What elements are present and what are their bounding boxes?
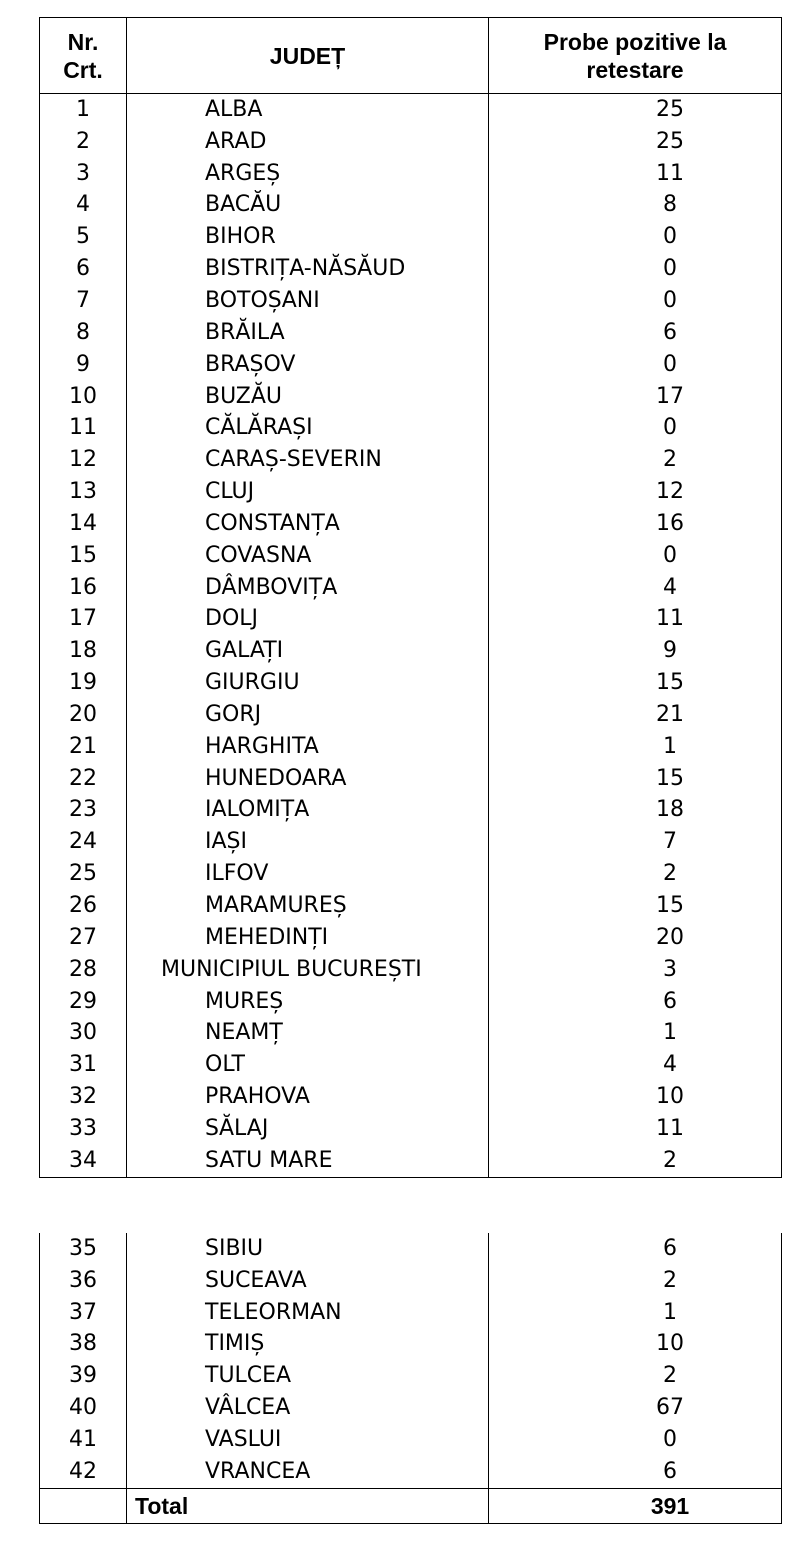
table-row: [40, 1392, 782, 1424]
table-row: [40, 1456, 782, 1488]
row-number: 18: [40, 635, 127, 667]
row-number: 7: [40, 285, 127, 317]
results-table-part-2: [39, 1233, 782, 1524]
table-row: [40, 858, 782, 890]
row-number: 40: [40, 1392, 127, 1424]
row-number: 30: [40, 1017, 127, 1049]
row-number: 29: [40, 986, 127, 1018]
table-row: [40, 890, 782, 922]
table-row: [40, 635, 782, 667]
table-row: [40, 1049, 782, 1081]
positive-retests-value: 17: [489, 381, 782, 413]
table-row: [40, 317, 782, 349]
table-row: [40, 826, 782, 858]
row-number: 35: [40, 1233, 127, 1265]
table-row: [40, 1297, 782, 1329]
county-name: DÂMBOVIȚA: [127, 572, 489, 604]
positive-retests-value: 2: [489, 1360, 782, 1392]
table-row: [40, 763, 782, 795]
header-judet: JUDEȚ: [127, 18, 489, 94]
table-row: [40, 1265, 782, 1297]
county-name: BUZĂU: [127, 381, 489, 413]
positive-retests-value: 4: [489, 1049, 782, 1081]
county-name: BOTOȘANI: [127, 285, 489, 317]
table-row: [40, 158, 782, 190]
table-row: [40, 285, 782, 317]
row-number: 25: [40, 858, 127, 890]
row-number: 36: [40, 1265, 127, 1297]
row-number: 19: [40, 667, 127, 699]
county-name: SĂLAJ: [127, 1113, 489, 1145]
county-name: VRANCEA: [127, 1456, 489, 1488]
county-name: COVASNA: [127, 540, 489, 572]
positive-retests-value: 6: [489, 1233, 782, 1265]
county-name: VÂLCEA: [127, 1392, 489, 1424]
positive-retests-value: 2: [489, 1145, 782, 1177]
table-row: [40, 126, 782, 158]
county-name: IAȘI: [127, 826, 489, 858]
table-row: [40, 253, 782, 285]
row-number: 28: [40, 954, 127, 986]
positive-retests-value: 0: [489, 1424, 782, 1456]
positive-retests-value: 0: [489, 349, 782, 381]
positive-retests-value: 0: [489, 412, 782, 444]
positive-retests-value: 21: [489, 699, 782, 731]
table-row: [40, 954, 782, 986]
positive-retests-value: 2: [489, 444, 782, 476]
table-row: [40, 476, 782, 508]
positive-retests-value: 6: [489, 986, 782, 1018]
county-name: PRAHOVA: [127, 1081, 489, 1113]
positive-retests-value: 20: [489, 922, 782, 954]
positive-retests-value: 16: [489, 508, 782, 540]
row-number: 31: [40, 1049, 127, 1081]
positive-retests-value: 6: [489, 1456, 782, 1488]
positive-retests-value: 15: [489, 667, 782, 699]
county-name: ALBA: [127, 94, 489, 126]
table-row: [40, 94, 782, 126]
row-number: 17: [40, 604, 127, 636]
county-name: TULCEA: [127, 1360, 489, 1392]
county-name: TIMIȘ: [127, 1329, 489, 1361]
row-number: 16: [40, 572, 127, 604]
positive-retests-value: 9: [489, 635, 782, 667]
header-probe-pozitive: Probe pozitive la retestare: [489, 18, 782, 94]
table-row: [40, 381, 782, 413]
county-name: HARGHITA: [127, 731, 489, 763]
row-number: 33: [40, 1113, 127, 1145]
table-row: [40, 1145, 782, 1177]
positive-retests-value: 15: [489, 763, 782, 795]
row-number: 3: [40, 158, 127, 190]
county-name: SATU MARE: [127, 1145, 489, 1177]
row-number: 22: [40, 763, 127, 795]
county-name: BACĂU: [127, 190, 489, 222]
table-row: [40, 349, 782, 381]
row-number: 38: [40, 1329, 127, 1361]
total-value: 391: [489, 1488, 782, 1523]
county-name: CĂLĂRAȘI: [127, 412, 489, 444]
positive-retests-value: 12: [489, 476, 782, 508]
row-number: 15: [40, 540, 127, 572]
positive-retests-value: 10: [489, 1081, 782, 1113]
county-name: CARAȘ-SEVERIN: [127, 444, 489, 476]
positive-retests-value: 0: [489, 221, 782, 253]
table-row: [40, 922, 782, 954]
positive-retests-value: 4: [489, 572, 782, 604]
row-number: 4: [40, 190, 127, 222]
positive-retests-value: 18: [489, 795, 782, 827]
county-name: BRAȘOV: [127, 349, 489, 381]
row-number: 9: [40, 349, 127, 381]
table-row: [40, 1329, 782, 1361]
table-row: [40, 986, 782, 1018]
table-row: [40, 572, 782, 604]
county-name: TELEORMAN: [127, 1297, 489, 1329]
row-number: 21: [40, 731, 127, 763]
positive-retests-value: 11: [489, 158, 782, 190]
county-name: ARGEȘ: [127, 158, 489, 190]
table-row: [40, 1113, 782, 1145]
positive-retests-value: 67: [489, 1392, 782, 1424]
positive-retests-value: 25: [489, 94, 782, 126]
row-number: 13: [40, 476, 127, 508]
row-number: 24: [40, 826, 127, 858]
county-name: MARAMUREȘ: [127, 890, 489, 922]
county-name: ILFOV: [127, 858, 489, 890]
total-row: [40, 1488, 782, 1523]
table-row: [40, 731, 782, 763]
row-number: 6: [40, 253, 127, 285]
table-row: [40, 667, 782, 699]
header-row: [40, 18, 782, 94]
positive-retests-value: 11: [489, 1113, 782, 1145]
county-name: BRĂILA: [127, 317, 489, 349]
county-name: IALOMIȚA: [127, 795, 489, 827]
county-name: BISTRIȚA-NĂSĂUD: [127, 253, 489, 285]
table-row: [40, 412, 782, 444]
row-number: 41: [40, 1424, 127, 1456]
county-name: ARAD: [127, 126, 489, 158]
county-name: GIURGIU: [127, 667, 489, 699]
row-number: 1: [40, 94, 127, 126]
row-number: 11: [40, 412, 127, 444]
table-row: [40, 699, 782, 731]
county-name: OLT: [127, 1049, 489, 1081]
table-row: [40, 1233, 782, 1265]
table-row: [40, 795, 782, 827]
county-name: DOLJ: [127, 604, 489, 636]
county-name: CONSTANȚA: [127, 508, 489, 540]
results-table-part-1: [39, 17, 782, 1178]
row-number: 34: [40, 1145, 127, 1177]
table-row: [40, 508, 782, 540]
table-row: [40, 1017, 782, 1049]
positive-retests-value: 0: [489, 285, 782, 317]
table-row: [40, 190, 782, 222]
county-name: MUNICIPIUL BUCUREȘTI: [127, 954, 489, 986]
county-name: BIHOR: [127, 221, 489, 253]
positive-retests-value: 2: [489, 1265, 782, 1297]
table-row: [40, 604, 782, 636]
table-row: [40, 1081, 782, 1113]
row-number: 23: [40, 795, 127, 827]
row-number: 10: [40, 381, 127, 413]
county-name: GALAȚI: [127, 635, 489, 667]
positive-retests-value: 11: [489, 604, 782, 636]
positive-retests-value: 0: [489, 540, 782, 572]
county-name: GORJ: [127, 699, 489, 731]
total-label: Total: [127, 1488, 489, 1523]
positive-retests-value: 1: [489, 731, 782, 763]
total-empty-cell: [40, 1488, 127, 1523]
table-row: [40, 221, 782, 253]
row-number: 8: [40, 317, 127, 349]
row-number: 26: [40, 890, 127, 922]
county-name: CLUJ: [127, 476, 489, 508]
row-number: 14: [40, 508, 127, 540]
table-row: [40, 444, 782, 476]
positive-retests-value: 2: [489, 858, 782, 890]
positive-retests-value: 7: [489, 826, 782, 858]
row-number: 42: [40, 1456, 127, 1488]
row-number: 2: [40, 126, 127, 158]
positive-retests-value: 1: [489, 1017, 782, 1049]
row-number: 5: [40, 221, 127, 253]
table-row: [40, 1424, 782, 1456]
county-name: MEHEDINȚI: [127, 922, 489, 954]
positive-retests-value: 25: [489, 126, 782, 158]
positive-retests-value: 0: [489, 253, 782, 285]
county-name: SIBIU: [127, 1233, 489, 1265]
row-number: 20: [40, 699, 127, 731]
table-row: [40, 1360, 782, 1392]
county-name: MUREȘ: [127, 986, 489, 1018]
positive-retests-value: 3: [489, 954, 782, 986]
positive-retests-value: 6: [489, 317, 782, 349]
table-row: [40, 540, 782, 572]
row-number: 27: [40, 922, 127, 954]
county-name: VASLUI: [127, 1424, 489, 1456]
row-number: 12: [40, 444, 127, 476]
positive-retests-value: 10: [489, 1329, 782, 1361]
county-name: HUNEDOARA: [127, 763, 489, 795]
positive-retests-value: 8: [489, 190, 782, 222]
positive-retests-value: 1: [489, 1297, 782, 1329]
row-number: 37: [40, 1297, 127, 1329]
county-name: NEAMȚ: [127, 1017, 489, 1049]
county-name: SUCEAVA: [127, 1265, 489, 1297]
header-nr-crt: Nr. Crt.: [40, 18, 127, 94]
row-number: 39: [40, 1360, 127, 1392]
row-number: 32: [40, 1081, 127, 1113]
positive-retests-value: 15: [489, 890, 782, 922]
